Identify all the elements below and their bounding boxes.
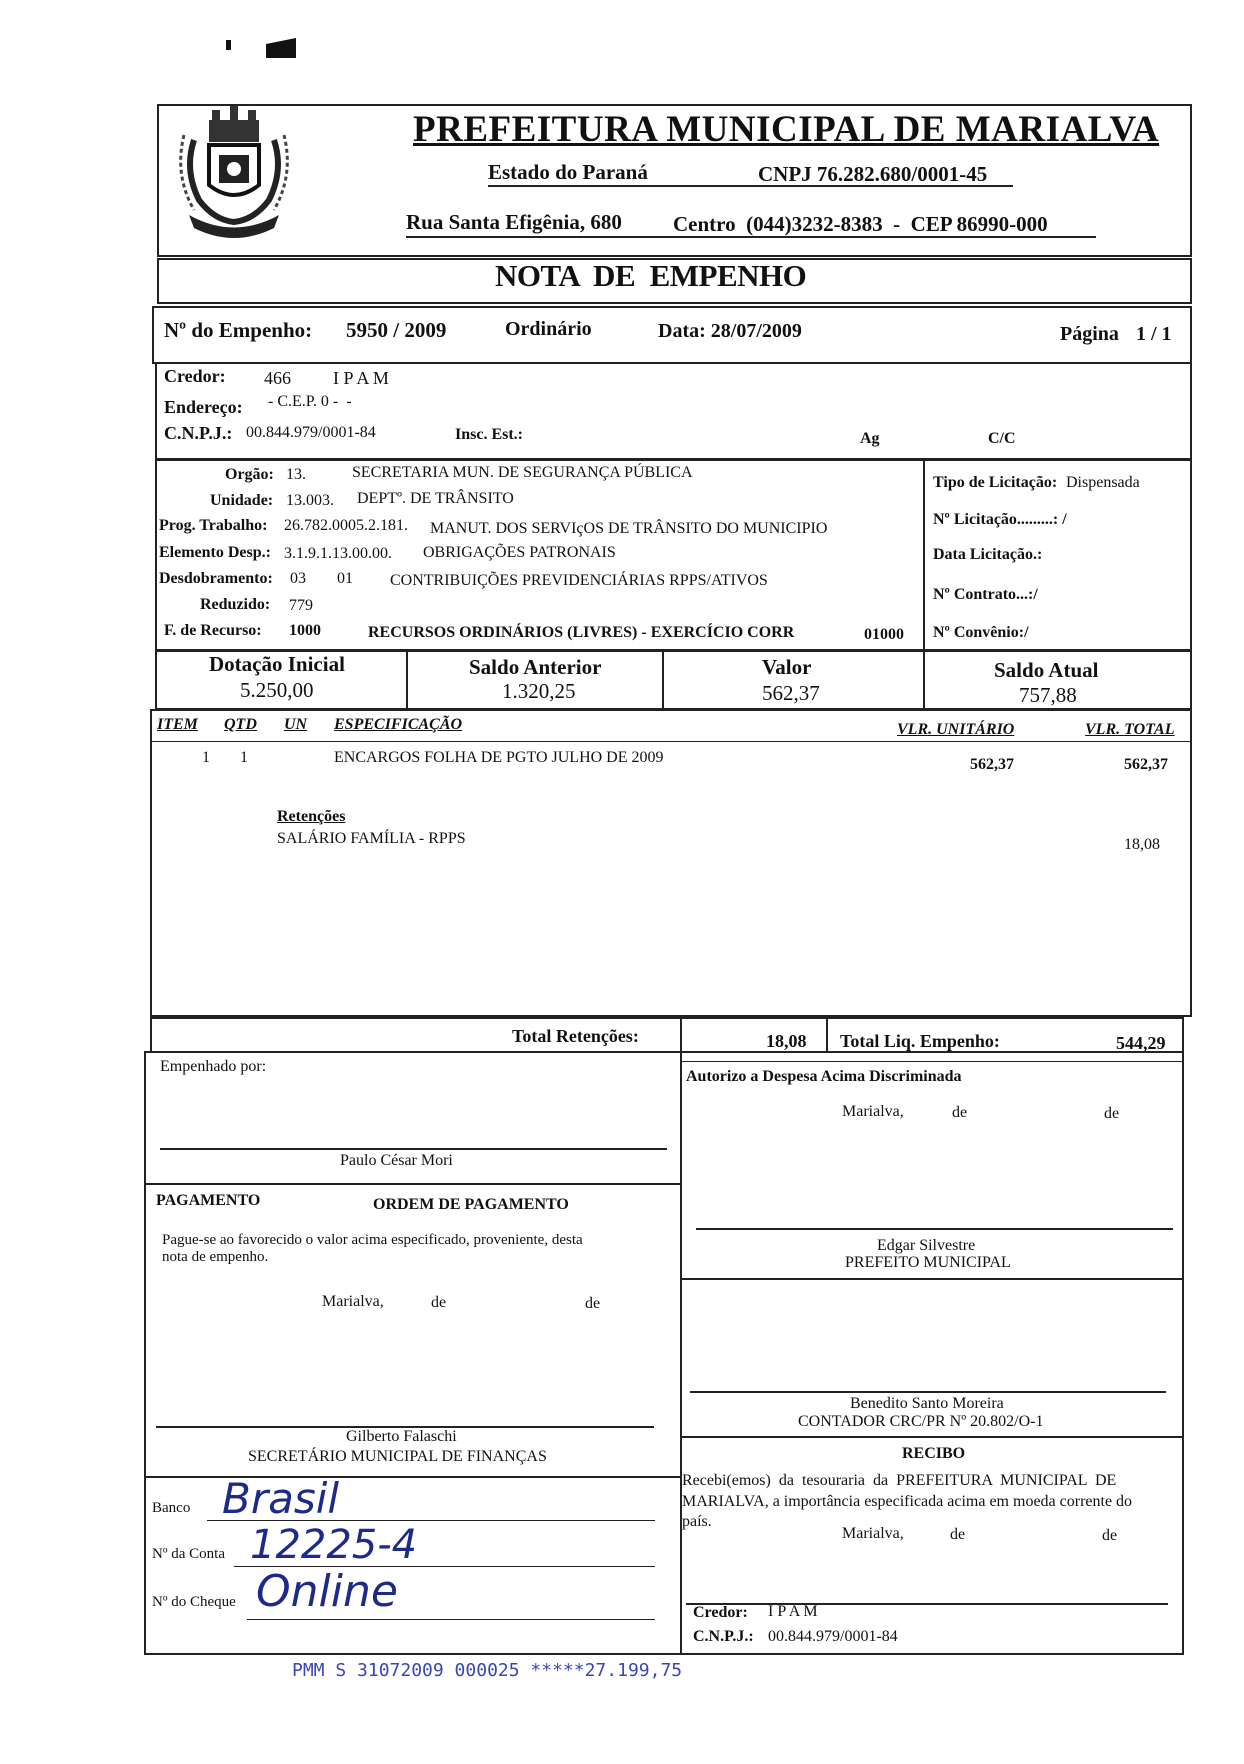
- left-row-sep-1: [146, 1183, 680, 1185]
- page-number: 1 / 1: [1136, 323, 1172, 345]
- orgao-label: Orgão:: [225, 466, 274, 483]
- items-header-underline: [152, 741, 1190, 742]
- ag-label: Ag: [860, 430, 880, 447]
- desd-code1: 03: [290, 570, 306, 587]
- licitacao-tipo-label: Tipo de Licitação:: [933, 474, 1058, 491]
- row-total-value: 562,37: [1124, 756, 1168, 773]
- retencao-value: 18,08: [1124, 836, 1160, 853]
- conta-label: Nº da Conta: [152, 1546, 225, 1562]
- saldo-atual-label: Saldo Atual: [994, 658, 1099, 682]
- secretario-name: Gilberto Falaschi: [346, 1428, 457, 1445]
- autorizo-de-2: de: [1104, 1105, 1120, 1122]
- banco-label: Banco: [152, 1500, 191, 1516]
- retencao-name: SALÁRIO FAMÍLIA - RPPS: [277, 830, 466, 847]
- cheque-line: [247, 1619, 655, 1620]
- recurso-code2: 01000: [864, 626, 904, 643]
- unidade-name: DEPTº. DE TRÂNSITO: [357, 490, 514, 507]
- total-retencoes-label: Total Retenções:: [512, 1026, 639, 1046]
- saldo-atual-value: 757,88: [1019, 683, 1077, 707]
- balances-divider-1: [406, 650, 408, 708]
- recibo-credor-name: I P A M: [768, 1603, 818, 1620]
- coat-of-arms-logo: [164, 100, 304, 240]
- recibo-city: Marialva,: [842, 1525, 904, 1542]
- contador-name: Benedito Santo Moreira: [850, 1395, 1004, 1412]
- autorizo-city: Marialva,: [842, 1103, 904, 1120]
- empenhado-sign-line: [160, 1148, 667, 1150]
- page-label: Página: [1060, 323, 1119, 345]
- balances-divider-3: [923, 650, 925, 710]
- credor-cnpj: 00.844.979/0001-84: [246, 424, 376, 441]
- desd-name: CONTRIBUIÇÕES PREVIDENCIÁRIAS RPPS/ATIVOS: [390, 572, 768, 589]
- scan-mark: [266, 38, 296, 58]
- row-item: 1: [202, 749, 210, 766]
- org-cnpj: CNPJ 76.282.680/0001-45: [758, 162, 988, 186]
- col-header-item: ITEM: [157, 716, 198, 733]
- saldo-anterior-label: Saldo Anterior: [469, 655, 602, 679]
- address-label: Endereço:: [164, 397, 243, 417]
- empenho-date: Data: 28/07/2009: [658, 320, 802, 342]
- orgao-code: 13.: [286, 466, 306, 483]
- recibo-credor-label: Credor:: [693, 1604, 748, 1621]
- total-liquido-label: Total Liq. Empenho:: [840, 1031, 1000, 1051]
- cheque-label: Nº do Cheque: [152, 1594, 236, 1610]
- recibo-cnpj: 00.844.979/0001-84: [768, 1628, 898, 1645]
- unidade-code: 13.003.: [286, 492, 334, 509]
- prog-code: 26.782.0005.2.181.: [284, 517, 408, 534]
- conta-value: 12225-4: [250, 1522, 418, 1568]
- pague-text-1: Pague-se ao favorecido o valor acima especificado, proveniente, desta: [162, 1232, 583, 1248]
- cheque-value: Online: [256, 1566, 398, 1617]
- pagamento-de-2: de: [585, 1295, 601, 1312]
- credor-address: - C.E.P. 0 - -: [268, 393, 352, 410]
- items-box: [150, 709, 1192, 1017]
- pague-text-2: nota de empenho.: [162, 1249, 269, 1265]
- prefeito-name: Edgar Silvestre: [877, 1237, 976, 1254]
- licitacao-tipo-value: Dispensada: [1066, 474, 1140, 491]
- cc-label: C/C: [988, 430, 1016, 447]
- banco-value: Brasil: [222, 1474, 340, 1523]
- pagamento-heading: PAGAMENTO: [156, 1192, 261, 1209]
- elem-label: Elemento Desp.:: [159, 544, 271, 561]
- recibo-sign-line: [686, 1603, 1168, 1605]
- reduzido-value: 779: [289, 597, 313, 614]
- saldo-anterior-value: 1.320,25: [502, 679, 576, 703]
- valor-label: Valor: [762, 655, 812, 679]
- contador-sign-line: [690, 1391, 1166, 1393]
- empenhado-label: Empenhado por:: [160, 1058, 267, 1075]
- total-retencoes-value: 18,08: [766, 1031, 807, 1051]
- elem-code: 3.1.9.1.13.00.00.: [284, 545, 392, 562]
- licitacao-numero: Nº Licitação.........: /: [933, 511, 1067, 528]
- recibo-heading: RECIBO: [902, 1445, 966, 1462]
- recurso-code: 1000: [289, 622, 321, 639]
- recibo-cnpj-label: C.N.P.J.:: [693, 1628, 754, 1645]
- credor-code: 466: [264, 368, 291, 388]
- scan-mark: [226, 40, 231, 50]
- empenho-type: Ordinário: [505, 318, 592, 340]
- right-row-sep-0: [680, 1061, 1184, 1062]
- orgao-name: SECRETARIA MUN. DE SEGURANÇA PÚBLICA: [352, 464, 693, 481]
- totals-divider-1: [680, 1017, 682, 1053]
- address-underline: [406, 236, 1096, 238]
- prog-name: MANUT. DOS SERVIçOS DE TRÂNSITO DO MUNICIPIO: [430, 520, 828, 537]
- total-liquido-value: 544,29: [1116, 1033, 1166, 1053]
- contador-title: CONTADOR CRC/PR Nº 20.802/O-1: [798, 1413, 1044, 1430]
- credor-cnpj-label: C.N.P.J.:: [164, 423, 233, 443]
- empenho-number: 5950 / 2009: [346, 318, 447, 342]
- classification-divider: [923, 459, 925, 651]
- banco-line: [207, 1520, 655, 1521]
- col-header-spec: ESPECIFICAÇÃO: [334, 716, 463, 733]
- signatures-divider: [680, 1051, 682, 1655]
- recibo-text-2: MARIALVA, a importância especificada acima em moeda corrente do: [682, 1493, 1133, 1510]
- prog-label: Prog. Trabalho:: [159, 517, 268, 534]
- balances-divider-2: [662, 650, 664, 708]
- col-header-qtd: QTD: [224, 716, 257, 733]
- col-header-unit-value: VLR. UNITÁRIO: [897, 721, 1015, 738]
- recurso-name: RECURSOS ORDINÁRIOS (LIVRES) - EXERCÍCIO CORR: [368, 624, 795, 641]
- empenhado-name: Paulo César Mori: [340, 1152, 453, 1169]
- col-header-total-value: VLR. TOTAL: [1085, 721, 1175, 738]
- doc-title: NOTA DE EMPENHO: [495, 258, 807, 293]
- desd-label: Desdobramento:: [159, 570, 273, 587]
- desd-code2: 01: [337, 570, 353, 587]
- reduzido-label: Reduzido:: [200, 596, 271, 613]
- recibo-text-3: país.: [682, 1513, 712, 1530]
- row-spec: ENCARGOS FOLHA DE PGTO JULHO DE 2009: [334, 749, 664, 766]
- credor-label: Credor:: [164, 366, 226, 386]
- empenho-number-label: Nº do Empenho:: [164, 318, 313, 342]
- row-qtd: 1: [240, 749, 248, 766]
- credor-name: I P A M: [333, 368, 389, 388]
- dotacao-value: 5.250,00: [240, 678, 314, 702]
- pagamento-city: Marialva,: [322, 1293, 384, 1310]
- valor-value: 562,37: [762, 681, 820, 705]
- prefeito-title: PREFEITO MUNICIPAL: [845, 1254, 1011, 1271]
- recibo-de-2: de: [1102, 1527, 1118, 1544]
- credor-box: [155, 362, 1192, 460]
- convenio-number: Nº Convênio:/: [933, 624, 1029, 641]
- autorizo-de-1: de: [952, 1104, 968, 1121]
- street-address: Rua Santa Efigênia, 680: [406, 210, 622, 234]
- recurso-label: F. de Recurso:: [164, 622, 262, 639]
- bank-stamp: PMM S 31072009 000025 *****27.199,75: [292, 1660, 683, 1681]
- recibo-de-1: de: [950, 1526, 966, 1543]
- totals-divider-2: [826, 1017, 828, 1053]
- right-row-sep-2: [680, 1436, 1184, 1438]
- elem-name: OBRIGAÇÕES PATRONAIS: [423, 544, 616, 561]
- row-unit-value: 562,37: [970, 756, 1014, 773]
- prefeito-sign-line: [696, 1228, 1173, 1230]
- dotacao-label: Dotação Inicial: [209, 652, 345, 676]
- ordem-pagamento-heading: ORDEM DE PAGAMENTO: [373, 1196, 569, 1213]
- state-underline: [488, 185, 1013, 187]
- secretario-title: SECRETÁRIO MUNICIPAL DE FINANÇAS: [248, 1448, 547, 1465]
- right-row-sep-1: [680, 1278, 1184, 1280]
- district-phone-cep: Centro (044)3232-8383 - CEP 86990-000: [673, 212, 1048, 236]
- unidade-label: Unidade:: [210, 492, 274, 509]
- retencoes-heading: Retenções: [277, 808, 346, 825]
- autorizo-heading: Autorizo a Despesa Acima Discriminada: [686, 1068, 962, 1085]
- col-header-un: UN: [284, 716, 308, 733]
- insc-label: Insc. Est.:: [455, 426, 524, 443]
- recibo-text-1: Recebi(emos) da tesouraria da PREFEITURA MUNICIPAL DE: [682, 1472, 1117, 1489]
- licitacao-data: Data Licitação.:: [933, 546, 1043, 563]
- pagamento-de-1: de: [431, 1294, 447, 1311]
- totals-box: [150, 1017, 1184, 1053]
- state-name: Estado do Paraná: [488, 160, 648, 184]
- org-name: PREFEITURA MUNICIPAL DE MARIALVA: [413, 109, 1160, 150]
- contrato-number: Nº Contrato...:/: [933, 586, 1038, 603]
